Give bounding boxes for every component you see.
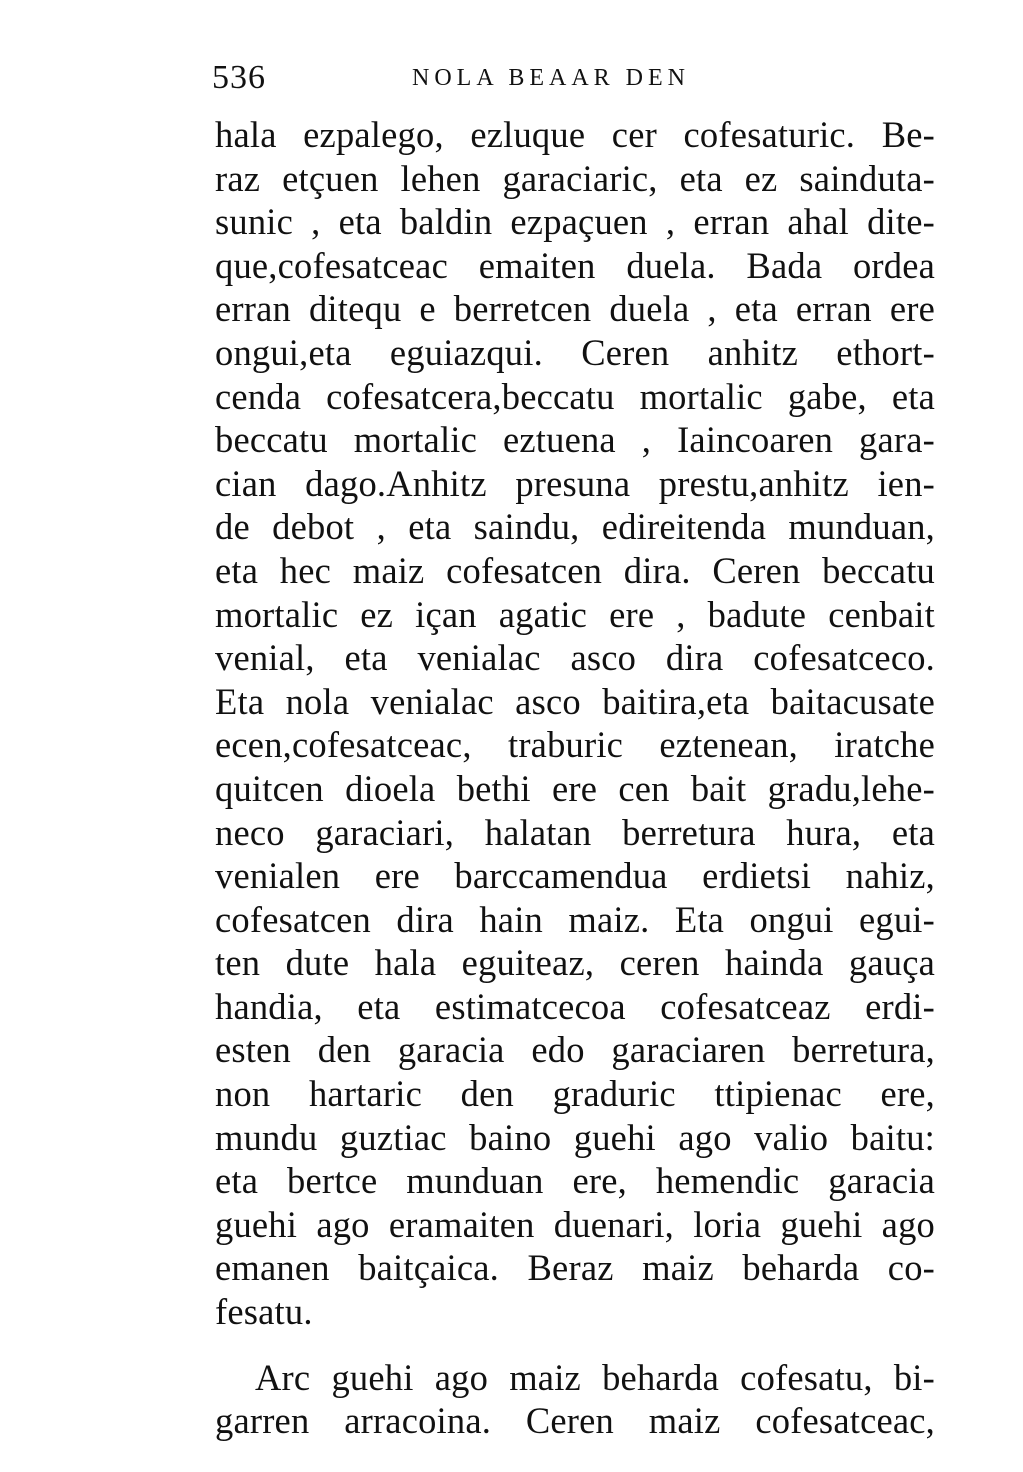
- text-line: handia, eta estimatcecoa cofesatceaz erdi-: [215, 985, 935, 1027]
- text-line: emanen baitçaica. Beraz maiz beharda co-: [215, 1247, 935, 1289]
- paragraph-1: [215, 113, 935, 1334]
- text-line: cenda cofesatcera,beccatu mortalic gabe, eta: [215, 375, 935, 417]
- text-line: cofesatcen dira hain maiz. Eta ongui egui-: [215, 898, 935, 940]
- text-line: esten den garacia edo garaciaren berretura,: [215, 1029, 935, 1071]
- text-line: ecen,cofesatceac, traburic eztenean, iratche: [215, 724, 935, 766]
- text-line: de debot , eta saindu, edireitenda munduan,: [215, 506, 935, 548]
- text-line: beccatu mortalic eztuena , Iaincoaren gara-: [215, 419, 935, 461]
- text-line: venial, eta venialac asco dira cofesatceco.: [215, 637, 935, 679]
- text-line: guehi ago eramaiten duenari, loria guehi ago: [215, 1203, 935, 1245]
- page-number: 536: [212, 59, 266, 96]
- paragraph-2: [215, 1356, 935, 1443]
- body-text: [215, 113, 935, 1443]
- text-line: neco garaciari, halatan berretura hura, eta: [215, 811, 935, 853]
- text-line: sunic , eta baldin ezpaçuen , erran ahal dite-: [215, 201, 935, 243]
- text-line: fesatu.: [215, 1291, 313, 1333]
- text-line: hala ezpalego, ezluque cer cofesaturic. Be-: [215, 114, 935, 155]
- text-line: venialen ere barccamendua erdietsi nahiz,: [215, 855, 935, 897]
- text-line: Arc guehi ago maiz beharda cofesatu, bi-: [255, 1356, 935, 1398]
- text-line: eta hec maiz cofesatcen dira. Ceren beccatu: [215, 549, 935, 591]
- text-line: ongui,eta eguiazqui. Ceren anhitz ethort-: [215, 331, 935, 373]
- running-head: NOLA BEAAR DEN: [412, 65, 690, 91]
- text-line: quitcen dioela bethi ere cen bait gradu,lehe-: [215, 767, 935, 809]
- text-line: ten dute hala eguiteaz, ceren hainda gauça: [215, 942, 935, 984]
- text-line: mundu guztiac baino guehi ago valio baitu:: [215, 1116, 935, 1158]
- text-line: non hartaric den graduric ttipienac ere,: [215, 1073, 935, 1115]
- text-line: eta bertce munduan ere, hemendic garacia: [215, 1160, 935, 1202]
- text-line: que,cofesatceac emaiten duela. Bada ordea: [215, 244, 935, 286]
- paragraph-spacer: [215, 1334, 935, 1356]
- text-line: erran ditequ e berretcen duela , eta erran ere: [215, 288, 935, 330]
- text-line: garren arracoina. Ceren maiz cofesatceac,: [215, 1400, 935, 1442]
- text-line: Eta nola venialac asco baitira,eta baitacusate: [215, 680, 935, 722]
- text-line: raz etçuen lehen garaciaric, eta ez sainduta-: [215, 157, 935, 199]
- page-header: [212, 58, 772, 98]
- text-line: mortalic ez içan agatic ere , badute cenbait: [215, 593, 935, 635]
- text-line: cian dago.Anhitz presuna prestu,anhitz ien-: [215, 462, 935, 504]
